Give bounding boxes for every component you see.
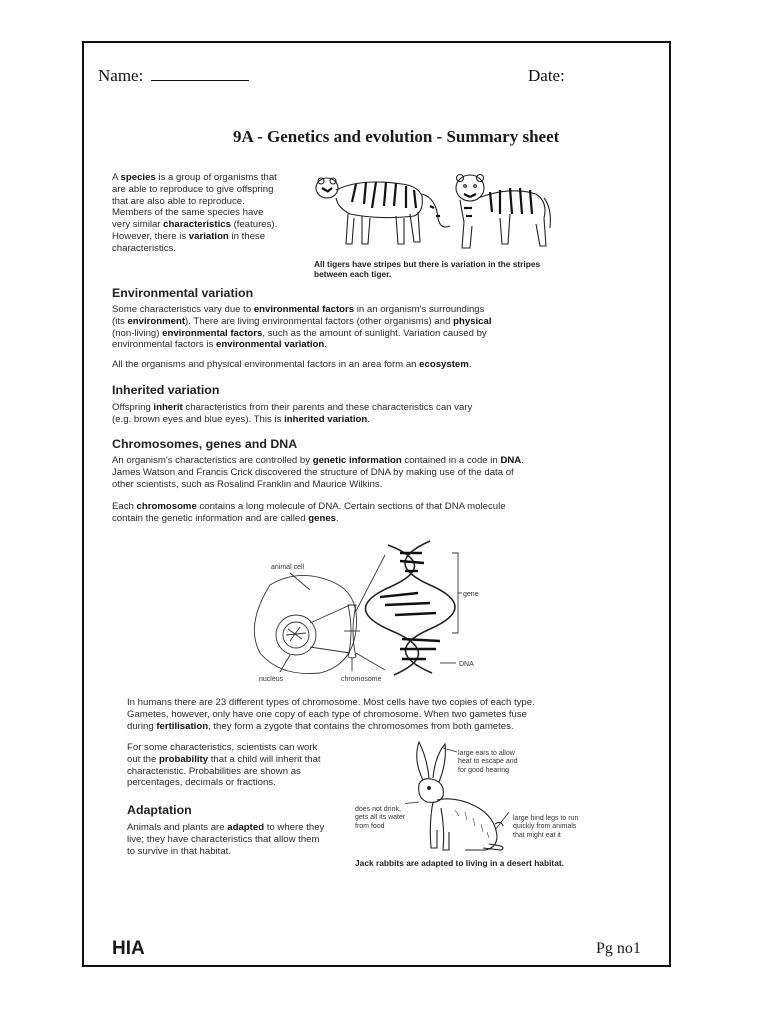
- page-number: Pg no1: [596, 940, 641, 957]
- page-title: 9A - Genetics and evolution - Summary sheet: [233, 127, 560, 146]
- inherited-variation-heading: Inherited variation: [112, 383, 220, 397]
- adaptation-paragraph: Animals and plants are adapted to where they live; they have characteristics that allow them to survive in that habitat.: [127, 822, 325, 857]
- adaptation-heading: Adaptation: [127, 803, 192, 817]
- rabbit-legs-label: large hind legs to run quickly from animals that might eat it: [513, 815, 579, 839]
- label-chromosome: chromosome: [341, 676, 382, 683]
- humans-paragraph: In humans there are 23 different types of chromosome. Most cells have two copies of each type. Gametes, however, only have one copy of each type of chromosome. When two gametes fuse during fertilisation, they form a zygote that contains the chromosomes from both gametes.: [127, 697, 535, 732]
- label-gene: gene: [463, 591, 479, 598]
- tigers-illustration: [310, 168, 555, 256]
- rabbit-drink-label: does not drink, gets all its water from food: [355, 806, 406, 830]
- ecosystem-sentence: All the organisms and physical environmental factors in an area form an ecosystem.: [112, 359, 472, 370]
- name-label: Name:: [98, 66, 144, 85]
- env-variation-heading: Environmental variation: [112, 286, 254, 300]
- species-paragraph: A species is a group of organisms that are able to reproduce to give offspring that are also able to reproduce. Members of the same species have very similar characteristics (features). However, there is variation in these characteristics.: [112, 172, 278, 254]
- env-variation-paragraph: Some characteristics vary due to environmental factors in an organism's surroundings (its environment). There are living environmental factors (other organisms) and physical (non-living) environmental factors, such as the amount of sunlight. Variation caused by environmental factors is environmental variation.: [112, 304, 492, 351]
- footer-left-label: HIA: [112, 938, 145, 959]
- date-label: Date:: [528, 66, 565, 85]
- name-field: [98, 66, 249, 86]
- chromosomes-heading: Chromosomes, genes and DNA: [112, 437, 298, 451]
- label-nucleus: nucleus: [259, 676, 284, 683]
- label-dna: DNA: [459, 661, 474, 668]
- rabbit-caption: Jack rabbits are adapted to living in a desert habitat.: [355, 858, 564, 868]
- name-underline: [151, 66, 249, 81]
- probability-paragraph: For some characteristics, scientists can work out the probability that a child will inherit that characteristic. Probabilities are shown as percentages, decimals or fractions.: [127, 742, 321, 789]
- label-animal-cell: animal cell: [271, 564, 305, 571]
- chromosomes-paragraph: An organism's characteristics are controlled by genetic information contained in a code in DNA. James Watson and Francis Crick discovered the structure of DNA by making use of the data of other scientists, such as Rosalind Franklin and Maurice Wilkins.: [112, 455, 524, 490]
- inherited-variation-paragraph: Offspring inherit characteristics from their parents and these characteristics can vary (e.g. brown eyes and blue eyes). This is inherited variation.: [112, 402, 473, 425]
- rabbit-ears-label: large ears to allow heat to escape and for good hearing: [458, 750, 518, 774]
- tiger-caption: All tigers have stripes but there is variation in the stripes between each tiger.: [314, 259, 541, 279]
- genes-paragraph: Each chromosome contains a long molecule of DNA. Certain sections of that DNA molecule contain the genetic information and are called genes.: [112, 501, 506, 524]
